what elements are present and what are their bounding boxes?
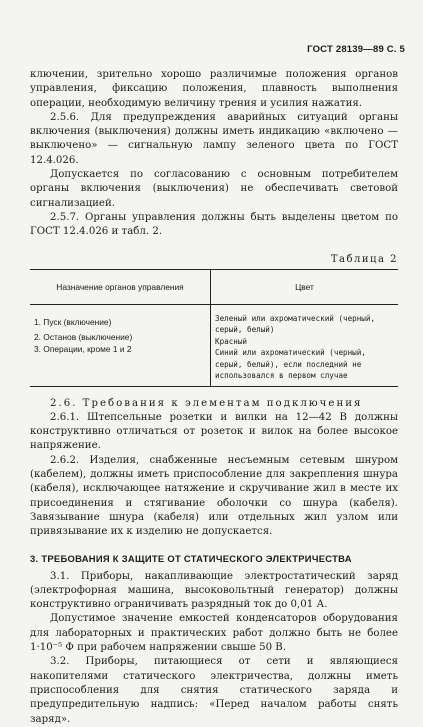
paragraph-capacitance: Допустимое значение емкостей конденсаторов оборудования для лабораторных и практических работ должно быть не более 1·10⁻⁵ Ф при рабочем напряжении свыше 50 В. [30, 613, 398, 654]
purpose-item: 1. Пуск (включение) [34, 316, 112, 327]
paragraph-2-5-7: 2.5.7. Органы управления должны быть выделены цветом по ГОСТ 12.4.026 и табл. 2. [30, 211, 398, 238]
color-item: Синий или ахроматический (черный, серый, белый), если последний не использовался в первом случае [215, 348, 366, 381]
color-item: Красный [215, 336, 248, 346]
purpose-item: 2. Останов (выключение) [34, 332, 133, 343]
table-2 [30, 269, 398, 386]
paragraph-allowance: Допускается по согласованию с основным потребителем органы включения (выключения) не обеспечивать световой сигнализацией. [30, 169, 398, 209]
purpose-item: 3. Операции, кроме 1 и 2 [34, 343, 132, 354]
paragraph-3-1: 3.1. Приборы, накапливающие электростатический заряд (электрофорная машина, высоковольтный генератор) должны конструктивно ограничивать разрядный ток до 0,01 А. [30, 570, 398, 611]
table-header-color: Цвет [211, 269, 399, 304]
table-cell-colors [211, 304, 399, 386]
table-cell-purposes [30, 304, 211, 386]
paragraph-2-6-2: 2.6.2. Изделия, снабженные несъемным сетевым шнуром (кабелем), должны иметь приспособление для закрепления шнура (кабеля), исключающее натяжение и скручивание жил в месте их присоединения и стягивание оболочки со шнура (кабеля). Завязывание шнура (кабеля) или отдельных жил узлом или привязывание их к изделию не допускается. [30, 454, 398, 538]
paragraph-continuation: ключении, зрительно хорошо различимые положения органов управления, фиксацию положения, плавность выполнения операции, необходимую величину трения и усилия нажатия. [30, 69, 398, 109]
paragraph-3-2: 3.2. Приборы, питающиеся от сети и являющиеся накопителями статического электричества, должны иметь приспособления для снятия статического заряда и предупредительную надпись: «Перед началом работы снять заряд». [30, 656, 398, 725]
paragraph-2-6-1: 2.6.1. Штепсельные розетки и вилки на 12—42 В должны конструктивно отличаться от розеток и вилок на более высокое напряжение. [30, 411, 398, 452]
section-3-heading: 3. ТРЕБОВАНИЯ К ЗАЩИТЕ ОТ СТАТИЧЕСКОГО ЭЛЕКТРИЧЕСТВА [30, 552, 352, 564]
table-row [30, 304, 398, 386]
table-caption: Таблица 2 [330, 253, 398, 265]
table-header-purpose: Назначение органов управления [30, 269, 211, 304]
paragraph-2-5-6: 2.5.6. Для предупреждения аварийных ситуаций органы включения (выключения) должны иметь индикацию «включено — выключено» — сигнальную лампу зеленого цвета по ГОСТ 12.4.026. [30, 111, 398, 166]
table-header-row [30, 269, 398, 304]
page-header: ГОСТ 28139—89 С. 5 [307, 44, 405, 55]
color-item: Зеленый или ахроматический (черный, серый, белый) [215, 313, 376, 335]
subsection-2-6-title: 2.6. Требования к элементам подключения [50, 397, 363, 409]
document-body [30, 68, 398, 727]
